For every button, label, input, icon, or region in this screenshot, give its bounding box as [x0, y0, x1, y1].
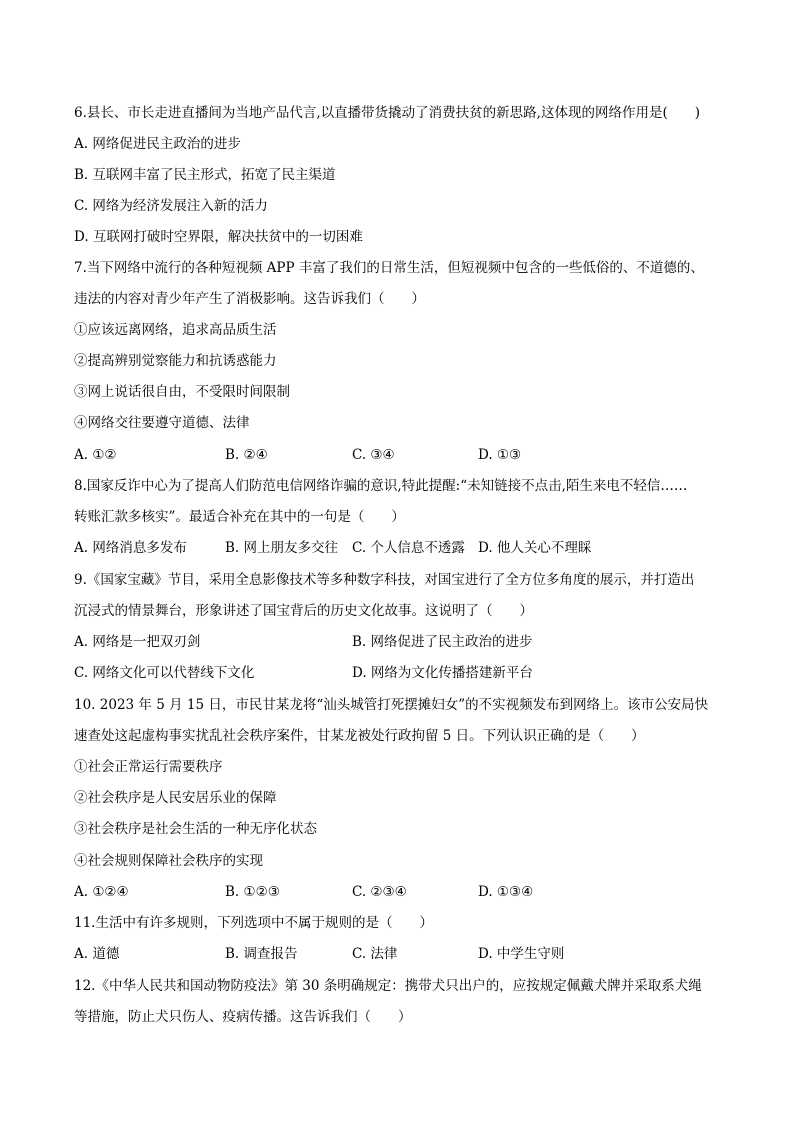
- question-6-option-d: D. 互联网打破时空界限，解决扶贫中的一切困难: [74, 229, 363, 245]
- question-8-option-b: B. 网上朋友多交往: [225, 540, 339, 556]
- question-10-option-d: D. ①③④: [478, 884, 534, 900]
- question-8-option-a: A. 网络消息多发布: [74, 540, 187, 556]
- question-10-stem-line2: 速查处这起虚构事实扰乱社会秩序案件，甘某龙被处行政拘留 5 日。下列认识正确的是（ ）: [74, 728, 645, 744]
- question-9-stem-line1: 9.《国家宝藏》节目，采用全息影像技术等多种数字科技，对国宝进行了全方位多角度的展示，并打造出: [74, 572, 695, 588]
- question-9-option-c: C. 网络文化可以代替线下文化: [74, 665, 255, 681]
- question-6-option-a: A. 网络促进民主政治的进步: [74, 136, 241, 152]
- question-6-stem: 6.县长、市长走进直播间为当地产品代言,以直播带货撬动了消费扶贫的新思路,这体现的网络作用是( ): [74, 105, 700, 121]
- question-12-stem-line1: 12.《中华人民共和国动物防疫法》第 30 条明确规定：携带犬只出户的，应按规定佩戴犬牌并采取系犬绳: [74, 978, 702, 994]
- question-8-option-d: D. 他人关心不理睬: [478, 540, 592, 556]
- question-9-stem-line2: 沉浸式的情景舞台，形象讲述了国宝背后的历史文化故事。这说明了（ ）: [74, 603, 533, 619]
- question-7-stem-line2: 违法的内容对青少年产生了消极影响。这告诉我们（ ）: [74, 291, 425, 307]
- question-11-option-b: B. 调查报告: [225, 946, 298, 962]
- question-7-item-3: ③网上说话很自由，不受限时间限制: [74, 384, 290, 400]
- question-8-option-c: C. 个人信息不透露: [352, 540, 465, 556]
- question-7-stem-line1: 7.当下网络中流行的各种短视频 APP 丰富了我们的日常生活，但短视频中包含的一些低俗的、不道德的、: [74, 260, 704, 276]
- question-12-stem-line2: 等措施，防止犬只伤人、疫病传播。这告诉我们（ ）: [74, 1009, 412, 1025]
- question-11-option-c: C. 法律: [352, 946, 398, 962]
- question-10-item-4: ④社会规则保障社会秩序的实现: [74, 853, 263, 869]
- question-9-option-a: A. 网络是一把双刃剑: [74, 634, 201, 650]
- question-9-option-b: B. 网络促进了民主政治的进步: [352, 634, 533, 650]
- question-7-item-1: ①应该远离网络，追求高品质生活: [74, 322, 277, 338]
- question-11-stem: 11.生活中有许多规则，下列选项中不属于规则的是（ ）: [74, 915, 433, 931]
- question-8-stem-line2: 转账汇款多核实”。最适合补充在其中的一句是（ ）: [74, 509, 405, 525]
- question-7-item-4: ④网络交往要遵守道德、法律: [74, 415, 250, 431]
- question-7-option-b: B. ②④: [225, 447, 268, 463]
- question-6-option-b: B. 互联网丰富了民主形式，拓宽了民主渠道: [74, 167, 336, 183]
- question-10-option-a: A. ①②④: [74, 884, 129, 900]
- question-10-option-b: B. ①②③: [225, 884, 280, 900]
- question-10-item-2: ②社会秩序是人民安居乐业的保障: [74, 790, 277, 806]
- question-7-option-a: A. ①②: [74, 447, 117, 463]
- question-10-item-1: ①社会正常运行需要秩序: [74, 759, 223, 775]
- question-10-stem-line1: 10. 2023 年 5 月 15 日，市民甘某龙将“汕头城管打死摆摊妇女”的不实视频发布到网络上。该市公安局快: [74, 697, 709, 713]
- question-10-option-c: C. ②③④: [352, 884, 407, 900]
- question-9-option-d: D. 网络为文化传播搭建新平台: [352, 665, 533, 681]
- question-6-option-c: C. 网络为经济发展注入新的活力: [74, 198, 268, 214]
- question-11-option-d: D. 中学生守则: [478, 946, 565, 962]
- question-7-option-c: C. ③④: [352, 447, 395, 463]
- question-8-stem-line1: 8.国家反诈中心为了提高人们防范电信网络诈骗的意识,特此提醒:“未知链接不点击,陌生来电不轻信……: [74, 478, 688, 494]
- question-11-option-a: A. 道德: [74, 946, 120, 962]
- question-7-option-d: D. ①③: [478, 447, 522, 463]
- question-7-item-2: ②提高辨别觉察能力和抗诱惑能力: [74, 353, 277, 369]
- question-10-item-3: ③社会秩序是社会生活的一种无序化状态: [74, 821, 317, 837]
